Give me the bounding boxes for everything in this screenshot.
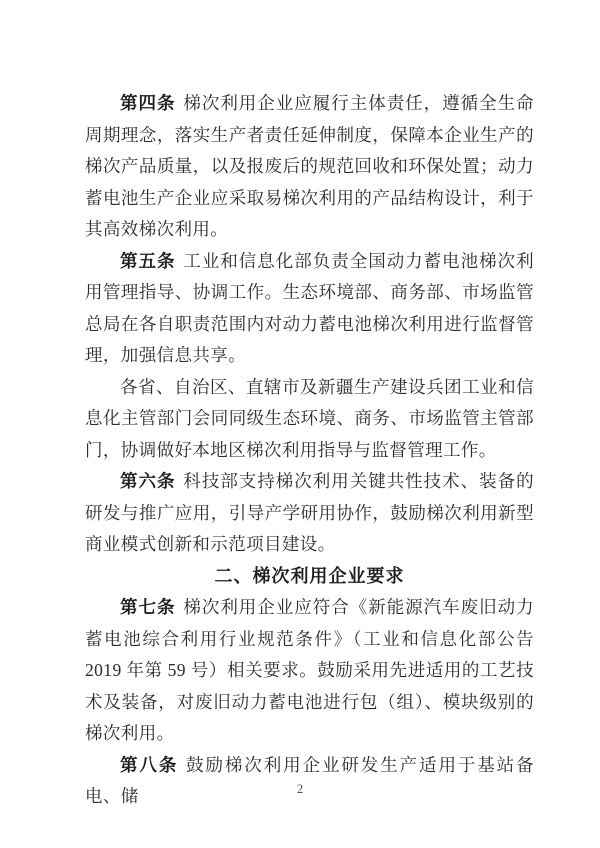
paragraph-article-6 bbox=[85, 466, 534, 561]
paragraph-article-7 bbox=[85, 592, 534, 750]
paragraph-provincial-duties bbox=[85, 372, 534, 467]
article-4-text: 梯次利用企业应履行主体责任，遵循全生命周期理念，落实生产者责任延伸制度，保障本企业生产的梯次产品质量，以及报废后的规范回收和环保处置；动力蓄电池生产企业应采取易梯次利用的产品结构设计，利于其高效梯次利用。 bbox=[85, 93, 534, 239]
provincial-duties-text: 各省、自治区、直辖市及新疆生产建设兵团工业和信息化主管部门会同同级生态环境、商务、市场监管主管部门，协调做好本地区梯次利用指导与监督管理工作。 bbox=[85, 376, 534, 460]
paragraph-article-5 bbox=[85, 246, 534, 372]
page-number: 2 bbox=[296, 782, 304, 796]
article-7-text: 梯次利用企业应符合《新能源汽车废旧动力蓄电池综合利用行业规范条件》（工业和信息化部公告 2019 年第 59 号）相关要求。鼓励采用先进适用的工艺技术及装备，对废旧动力蓄电池进行包（组）、模块级别的梯次利用。 bbox=[85, 597, 534, 743]
section-heading: 二、梯次利用企业要求 bbox=[214, 565, 405, 586]
article-8-label: 第八条 bbox=[120, 754, 179, 775]
article-5-text: 工业和信息化部负责全国动力蓄电池梯次利用管理指导、协调工作。生态环境部、商务部、市场监管总局在各自职责范围内对动力蓄电池梯次利用进行监督管理，加强信息共享。 bbox=[85, 250, 534, 365]
article-5-label: 第五条 bbox=[120, 250, 176, 271]
document-body bbox=[85, 88, 534, 813]
article-4-label: 第四条 bbox=[120, 93, 176, 113]
article-8-text: 鼓励梯次利用企业研发生产适用于基站备电、储 bbox=[85, 754, 534, 806]
article-6-label: 第六条 bbox=[120, 471, 176, 491]
article-6-text: 科技部支持梯次利用关键共性技术、装备的研发与推广应用，引导产学研用协作，鼓励梯次利用新型商业模式创新和示范项目建设。 bbox=[85, 471, 534, 554]
paragraph-article-4 bbox=[85, 88, 534, 246]
article-7-label: 第七条 bbox=[120, 597, 176, 617]
